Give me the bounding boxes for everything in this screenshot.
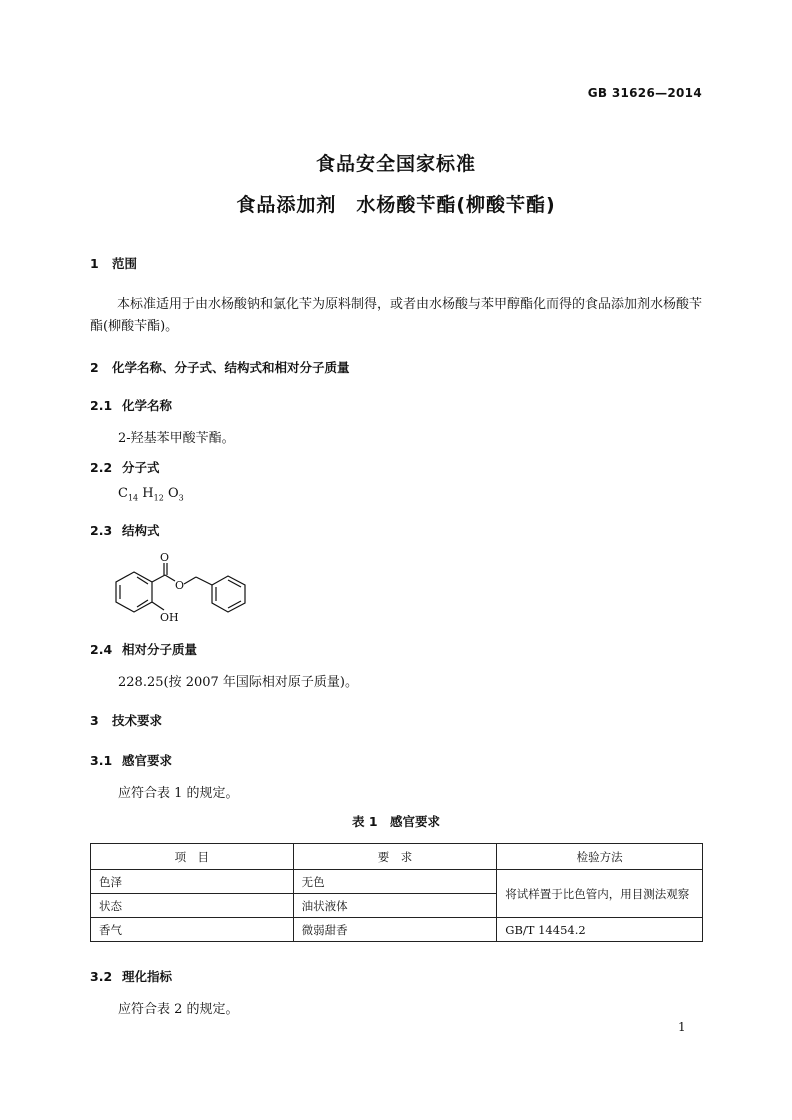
table-header-cell: 要 求 xyxy=(293,844,497,870)
section-1-paragraph: 本标准适用于由水杨酸钠和氯化苄为原料制得，或者由水杨酸与苯甲醇酯化而得的食品添加剂水杨酸苄酯(柳酸苄酯)。 xyxy=(90,297,703,334)
section-2-4-number: 2.4 xyxy=(90,642,113,657)
document-title-main: 食品安全国家标准 xyxy=(315,153,476,175)
table-cell-item: 香气 xyxy=(91,918,294,942)
section-2-2-heading xyxy=(90,458,160,476)
section-2-4-heading xyxy=(90,640,197,658)
section-3-2-title: 理化指标 xyxy=(122,969,173,984)
section-2-3-title: 结构式 xyxy=(122,523,160,538)
table-header-cell: 项 目 xyxy=(91,844,294,870)
section-3-1-title: 感官要求 xyxy=(122,753,173,768)
carbonyl-oxygen-label: O xyxy=(160,551,170,564)
section-3-number: 3 xyxy=(90,713,99,728)
section-1-heading xyxy=(90,254,137,272)
structural-formula-diagram xyxy=(100,548,260,628)
section-2-1-number: 2.1 xyxy=(90,398,113,413)
table-cell-requirement: 油状液体 xyxy=(293,894,497,918)
hydroxyl-label: OH xyxy=(160,611,179,624)
section-1-number: 1 xyxy=(90,256,99,271)
table-cell-method: 将试样置于比色管内，用目测法观察 xyxy=(497,870,703,918)
section-2-heading xyxy=(90,358,350,376)
table-row xyxy=(91,918,703,942)
sensory-requirements-table xyxy=(90,843,703,942)
section-2-title: 化学名称、分子式、结构式和相对分子质量 xyxy=(112,360,350,375)
section-1-title: 范围 xyxy=(112,256,138,271)
document-title-sub: 食品添加剂 水杨酸苄酯(柳酸苄酯) xyxy=(236,194,556,216)
section-2-3-number: 2.3 xyxy=(90,523,113,538)
section-2-2-title: 分子式 xyxy=(122,460,160,475)
section-3-2-heading xyxy=(90,967,172,985)
table-cell-requirement: 无色 xyxy=(293,870,497,894)
table-header-row xyxy=(91,844,703,870)
section-2-2-number: 2.2 xyxy=(90,460,113,475)
section-3-heading xyxy=(90,711,162,729)
table-1-caption: 表 1 感官要求 xyxy=(351,814,441,829)
table-row xyxy=(91,870,703,894)
section-3-2-number: 3.2 xyxy=(90,969,113,984)
page-number: 1 xyxy=(678,1020,686,1034)
ester-oxygen-label: O xyxy=(175,579,185,592)
molecular-formula: $C_{14}$ $H_{12}$ $O_3$ xyxy=(118,486,184,503)
standard-code: GB 31626—2014 xyxy=(587,86,702,100)
section-2-3-heading xyxy=(90,521,160,539)
table-cell-method: GB/T 14454.2 xyxy=(497,918,703,942)
section-2-1-heading xyxy=(90,396,172,414)
section-3-title: 技术要求 xyxy=(112,713,163,728)
table-cell-item: 色泽 xyxy=(91,870,294,894)
chemical-name: 2-羟基苯甲酸苄酯。 xyxy=(118,431,235,446)
section-3-2-text: 应符合表 2 的规定。 xyxy=(118,1002,239,1017)
table-cell-requirement: 微弱甜香 xyxy=(293,918,497,942)
table-header-cell: 检验方法 xyxy=(497,844,703,870)
table-cell-item: 状态 xyxy=(91,894,294,918)
section-2-1-title: 化学名称 xyxy=(122,398,173,413)
section-2-number: 2 xyxy=(90,360,99,375)
section-2-4-title: 相对分子质量 xyxy=(122,642,198,657)
section-3-1-text: 应符合表 1 的规定。 xyxy=(118,786,239,801)
section-3-1-number: 3.1 xyxy=(90,753,113,768)
section-3-1-heading xyxy=(90,751,172,769)
molecular-mass: 228.25(按 2007 年国际相对原子质量)。 xyxy=(118,675,358,690)
